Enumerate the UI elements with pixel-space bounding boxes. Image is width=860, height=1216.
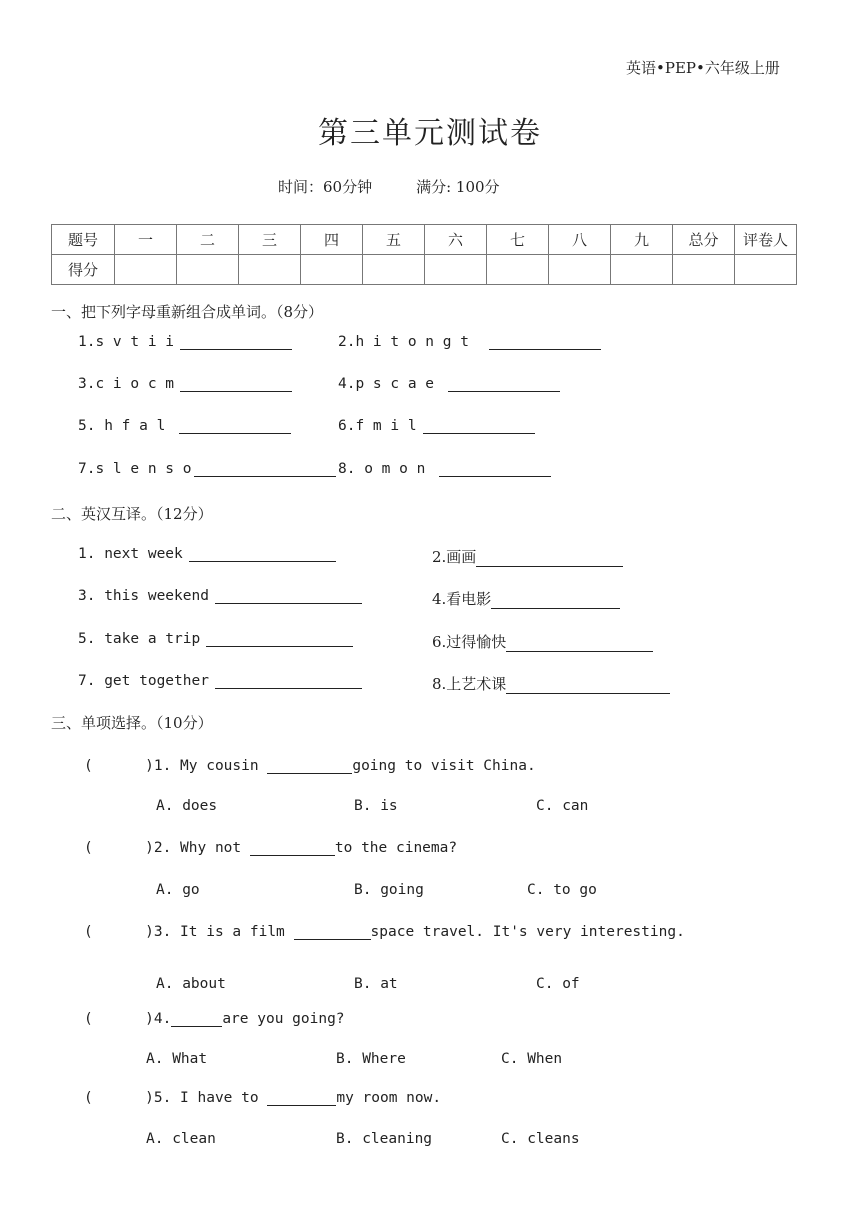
list-item	[432, 588, 620, 609]
list-item	[338, 418, 535, 434]
phrase: 7. get together	[78, 673, 209, 689]
score-input-cell[interactable]	[673, 255, 735, 285]
page-title: 第三单元测试卷	[318, 116, 542, 151]
question-5	[84, 1090, 441, 1106]
option-c: C. can	[536, 798, 589, 814]
scrambled-word: 3.c i o c m	[78, 376, 175, 392]
phrase: 5. take a trip	[78, 631, 201, 647]
score-header-cell: 评卷人	[735, 225, 797, 255]
answer-paren[interactable]: ( )	[84, 840, 154, 856]
list-item	[338, 334, 601, 350]
option-a: A. clean	[146, 1131, 216, 1147]
answer-blank[interactable]	[506, 637, 653, 652]
question-2	[84, 840, 457, 856]
answer-blank[interactable]	[180, 335, 292, 350]
answer-blank[interactable]	[267, 1091, 336, 1106]
answer-blank[interactable]	[448, 377, 560, 392]
answer-paren[interactable]: ( )	[84, 1011, 154, 1027]
list-item	[78, 546, 336, 562]
list-item	[78, 461, 336, 477]
list-item	[432, 631, 653, 652]
answer-paren[interactable]: ( )	[84, 1090, 154, 1106]
question-stem-end: to the cinema?	[334, 840, 458, 856]
answer-blank[interactable]	[194, 462, 336, 477]
answer-blank[interactable]	[294, 925, 371, 940]
scrambled-word: 5. h f a l	[78, 418, 166, 434]
option-a: A. about	[156, 976, 226, 992]
phrase: 4.看电影	[432, 590, 492, 608]
question-4	[84, 1011, 345, 1027]
question-stem: 5. I have to	[153, 1090, 268, 1106]
answer-blank[interactable]	[423, 419, 535, 434]
question-stem: 3. It is a film	[153, 924, 294, 940]
score-input-cell[interactable]	[487, 255, 549, 285]
question-3	[84, 924, 685, 940]
scrambled-word: 7.s l e n s o	[78, 461, 192, 477]
answer-blank[interactable]	[189, 547, 336, 562]
answer-blank[interactable]	[250, 841, 335, 856]
list-item	[78, 334, 292, 350]
option-b: B. cleaning	[336, 1131, 433, 1147]
score-table	[51, 224, 797, 285]
answer-blank[interactable]	[476, 552, 623, 567]
score-input-cell[interactable]	[177, 255, 239, 285]
score-input-cell[interactable]	[549, 255, 611, 285]
section-1-heading: 一、把下列字母重新组合成单词。（8分）	[51, 303, 324, 321]
score-input-cell[interactable]	[363, 255, 425, 285]
full-score: 满分: 100分	[416, 178, 500, 196]
list-item	[432, 546, 623, 567]
question-stem: 1. My cousin	[153, 758, 268, 774]
option-c: C. cleans	[501, 1131, 580, 1147]
score-input-cell[interactable]	[611, 255, 673, 285]
answer-blank[interactable]	[215, 589, 362, 604]
answer-blank[interactable]	[491, 594, 620, 609]
score-input-cell[interactable]	[425, 255, 487, 285]
time-limit: 时间：60分钟	[278, 178, 373, 196]
score-header-cell: 六	[425, 225, 487, 255]
option-c: C. of	[536, 976, 580, 992]
section-2-heading: 二、英汉互译。（12分）	[51, 505, 213, 523]
list-item	[338, 376, 560, 392]
answer-blank[interactable]	[180, 377, 292, 392]
question-1	[84, 758, 536, 774]
score-header-cell: 三	[239, 225, 301, 255]
option-c: C. to go	[527, 882, 597, 898]
answer-blank[interactable]	[179, 419, 291, 434]
list-item	[78, 588, 362, 604]
question-stem-end: space travel. It's very interesting.	[370, 924, 685, 940]
list-item	[78, 376, 292, 392]
score-input-cell[interactable]	[115, 255, 177, 285]
score-input-cell[interactable]	[239, 255, 301, 285]
scrambled-word: 1.s v t i i	[78, 334, 175, 350]
book-header: 英语•PEP•六年级上册	[626, 59, 780, 77]
scrambled-word: 4.p s c a e	[338, 376, 435, 392]
phrase: 6.过得愉快	[432, 633, 507, 651]
answer-blank[interactable]	[439, 462, 551, 477]
score-header-cell: 一	[115, 225, 177, 255]
score-header-cell: 五	[363, 225, 425, 255]
answer-blank[interactable]	[171, 1012, 222, 1027]
score-header-cell: 二	[177, 225, 239, 255]
scrambled-word: 6.f m i l	[338, 418, 417, 434]
answer-paren[interactable]: ( )	[84, 758, 154, 774]
list-item	[78, 673, 362, 689]
score-header-cell: 七	[487, 225, 549, 255]
option-a: A. go	[156, 882, 200, 898]
answer-blank[interactable]	[206, 632, 353, 647]
option-a: A. What	[146, 1051, 208, 1067]
question-stem-end: are you going?	[222, 1011, 345, 1027]
phrase: 8.上艺术课	[432, 675, 507, 693]
score-header-cell: 九	[611, 225, 673, 255]
score-table-score-row	[52, 255, 797, 285]
option-b: B. at	[354, 976, 398, 992]
score-table-header-row	[52, 225, 797, 255]
list-item	[338, 461, 551, 477]
score-header-cell: 题号	[52, 225, 115, 255]
score-input-cell[interactable]	[735, 255, 797, 285]
option-b: B. going	[354, 882, 424, 898]
score-row-label: 得分	[52, 255, 115, 285]
list-item	[78, 631, 353, 647]
answer-paren[interactable]: ( )	[84, 924, 154, 940]
answer-blank[interactable]	[267, 759, 352, 774]
scrambled-word: 2.h i t o n g t	[338, 334, 469, 350]
question-stem: 2. Why not	[153, 840, 250, 856]
question-stem: 4.	[153, 1011, 172, 1027]
scrambled-word: 8. o m o n	[338, 461, 426, 477]
answer-blank[interactable]	[506, 679, 670, 694]
phrase: 1. next week	[78, 546, 183, 562]
exam-meta	[278, 176, 544, 197]
list-item	[78, 418, 291, 434]
list-item	[432, 673, 670, 694]
answer-blank[interactable]	[215, 674, 362, 689]
option-b: B. Where	[336, 1051, 406, 1067]
question-stem-end: going to visit China.	[352, 758, 536, 774]
score-header-cell: 八	[549, 225, 611, 255]
score-header-cell: 总分	[673, 225, 735, 255]
score-input-cell[interactable]	[301, 255, 363, 285]
score-header-cell: 四	[301, 225, 363, 255]
question-stem-end: my room now.	[336, 1090, 442, 1106]
answer-blank[interactable]	[489, 335, 601, 350]
phrase: 2.画画	[432, 548, 477, 566]
option-a: A. does	[156, 798, 218, 814]
section-3-heading: 三、单项选择。（10分）	[51, 714, 213, 732]
option-b: B. is	[354, 798, 398, 814]
phrase: 3. this weekend	[78, 588, 209, 604]
option-c: C. When	[501, 1051, 563, 1067]
